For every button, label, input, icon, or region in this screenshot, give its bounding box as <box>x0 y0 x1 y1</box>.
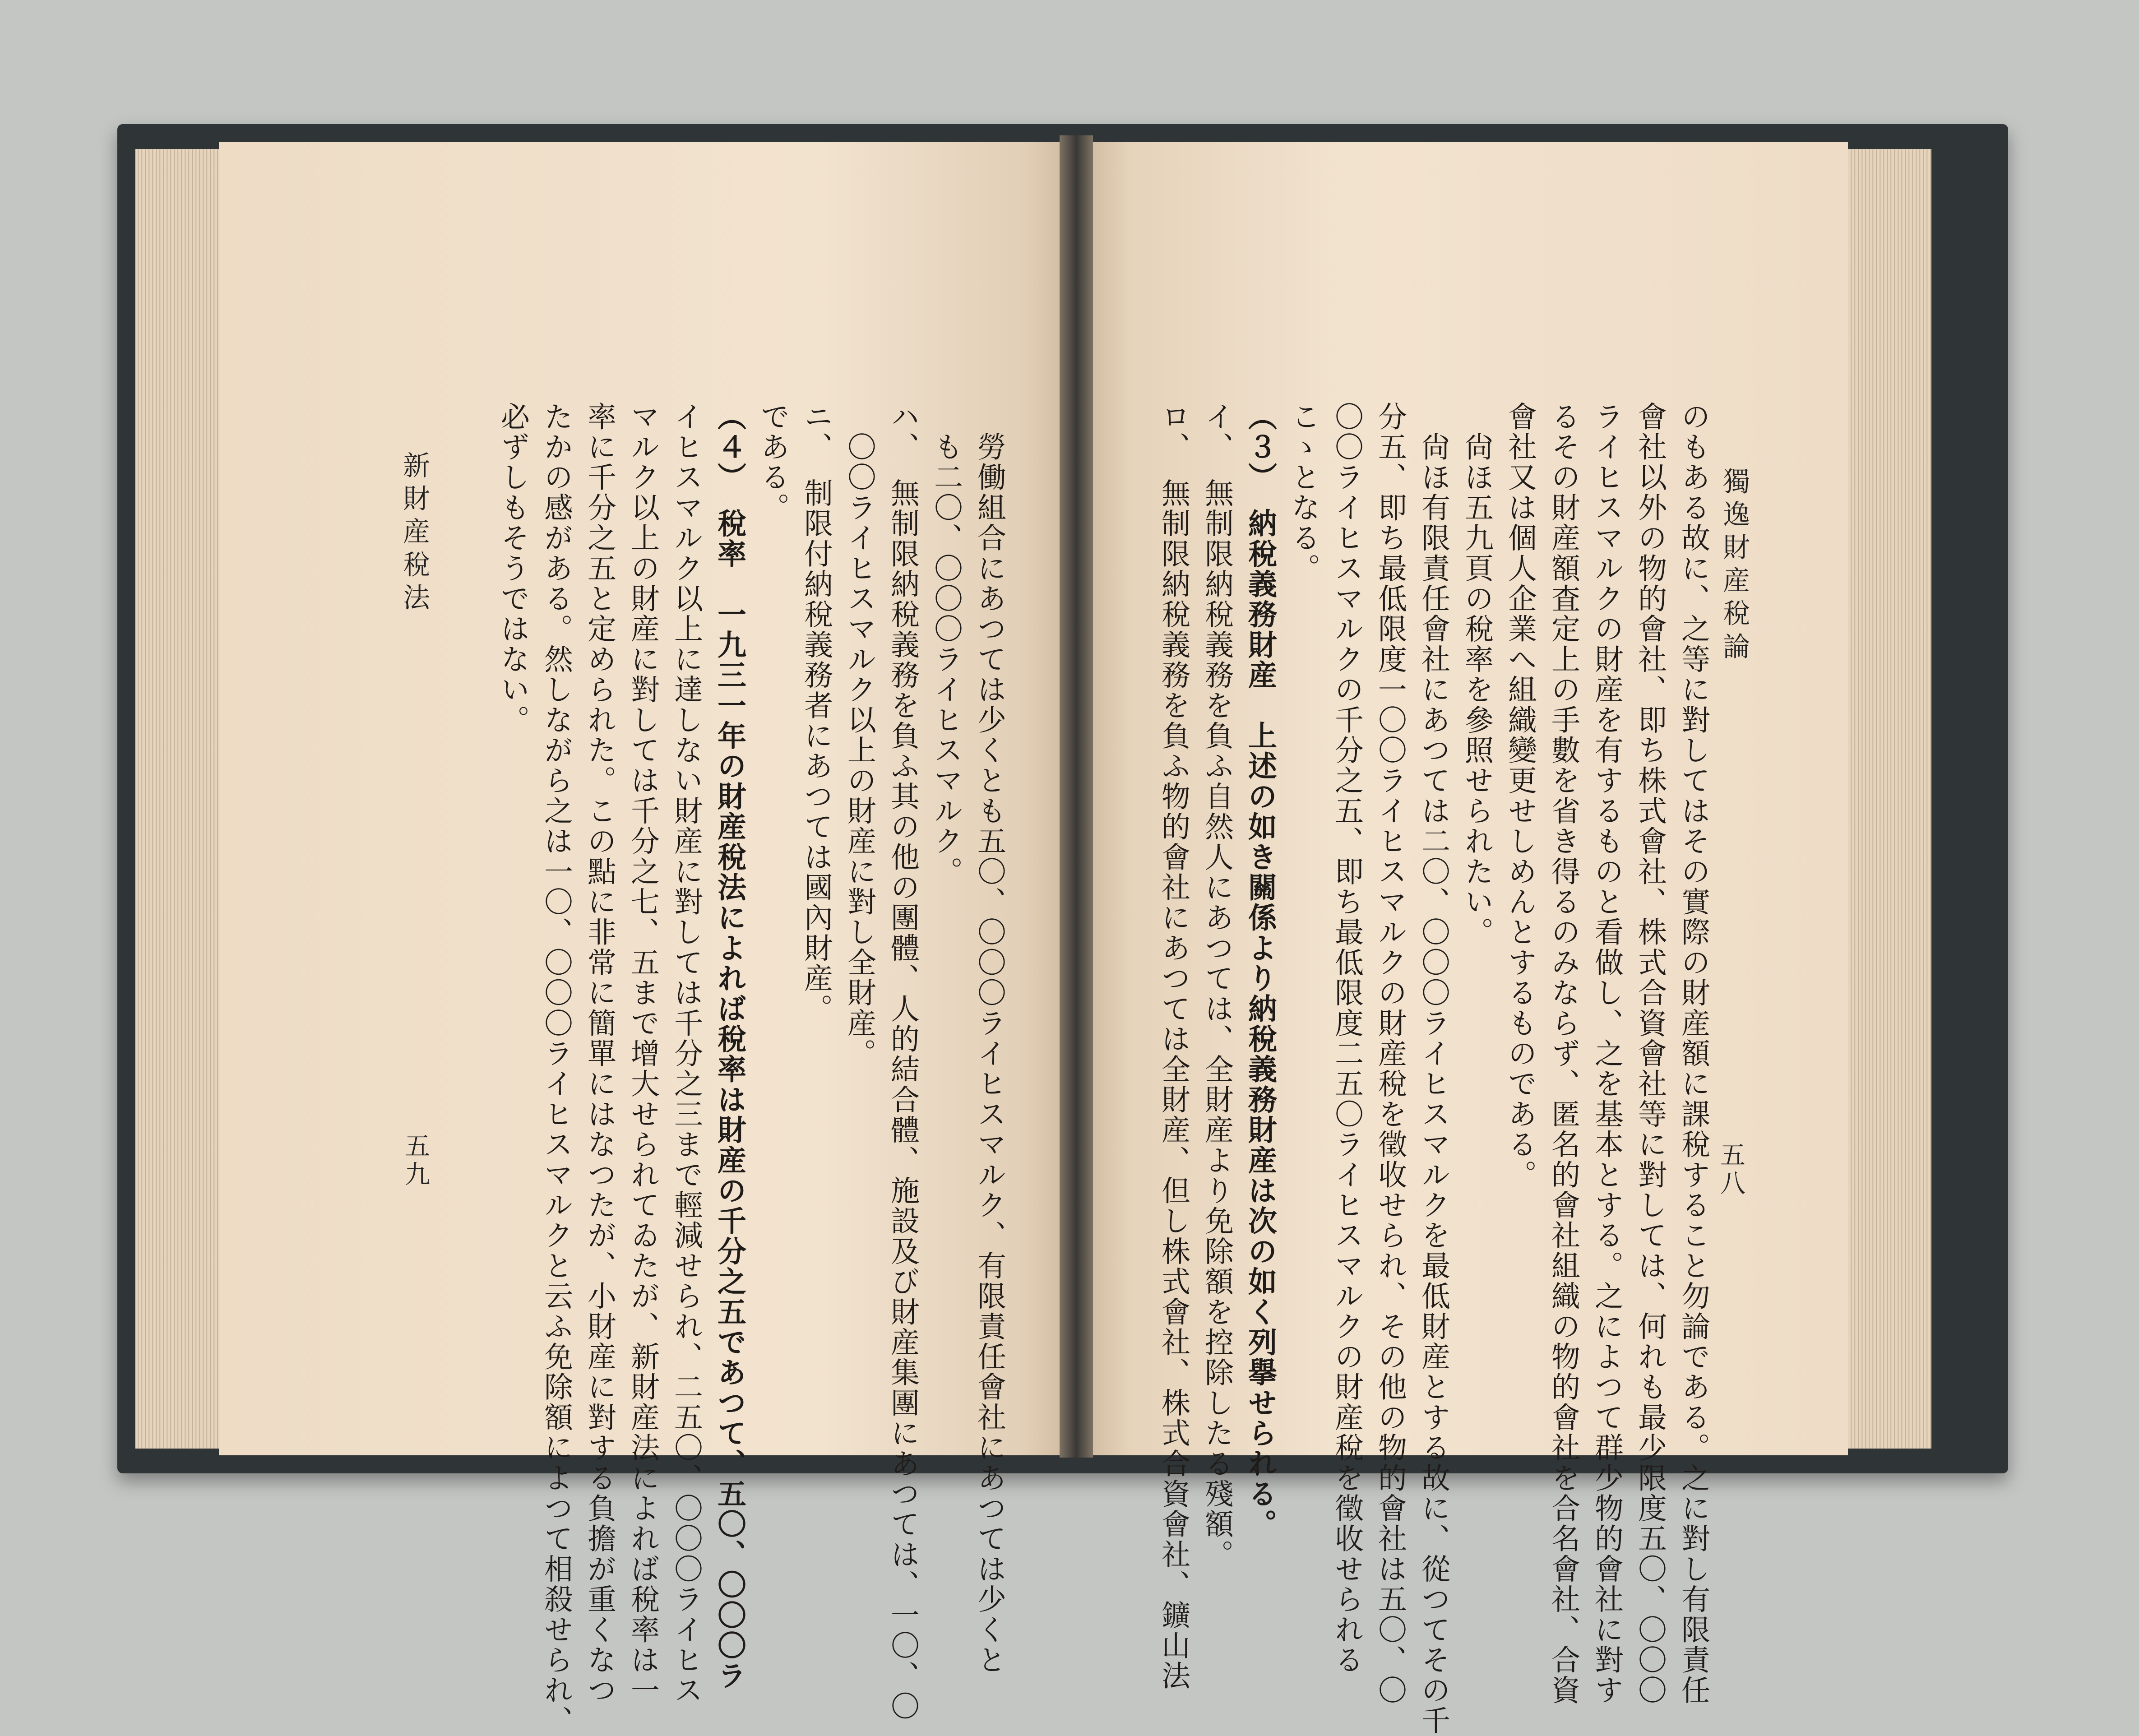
left-text-column: たかの感がある。然しながら之は一〇、〇〇〇ライヒスマルクと云ふ免除額によつて相殺せられ、 <box>539 402 573 1736</box>
left-text-column: 勞働組合にあつては少くとも五〇、〇〇〇ライヒスマルク、有限責任會社にあつては少くと <box>972 402 1006 1676</box>
book-gutter <box>1060 135 1093 1458</box>
left-running-title: 新財産稅法 <box>398 451 430 616</box>
left-text-column: ハ、 無制限納稅義務を負ふ其の他の團體、人的結合體、施設及び財産集團にあつては、一〇、〇 <box>886 402 919 1722</box>
right-text-column: 尙ほ有限責任會社にあつては二〇、〇〇〇ライヒスマルクを最低財産とする故に、從つてその千 <box>1417 402 1450 1736</box>
left-page-edges <box>135 149 226 1449</box>
right-text-column: るその財産額査定上の手數を省き得るのみならず、匿名的會社組織の物的會社を合名會社、合資 <box>1546 402 1580 1706</box>
right-text-column: ロ、 無制限納稅義務を負ふ物的會社にあつては全財産、但し株式會社、株式合資會社、鑛山法 <box>1157 402 1190 1691</box>
left-text-column: イヒスマルク以上に達しない財産に對しては千分之三まで輕減せられ、二五〇、〇〇〇ライヒス <box>669 402 703 1706</box>
right-text-column: のもある故に、之等に對してはその實際の財産額に課稅すること勿論である。之に對し有限責任 <box>1676 402 1710 1706</box>
right-running-title: 獨逸財産稅論 <box>1718 467 1750 666</box>
right-section-heading: （３） 納稅義務財産 上述の如き關係より納稅義務財産は次の如く列擧せられる。 <box>1243 402 1277 1540</box>
left-text-column: 必ずしもそうではない。 <box>496 402 529 736</box>
right-page-number: 五八 <box>1716 1142 1745 1199</box>
left-text-column: も二〇、〇〇〇ライヒスマルク。 <box>929 402 963 887</box>
right-page-edges <box>1841 149 1931 1449</box>
left-text-column: である。 <box>756 402 789 523</box>
left-text-column: 率に千分之五と定められた。この點に非常に簡單にはなつたが、小財産に對する負擔が重くなつ <box>583 402 616 1706</box>
right-text-column: 會社又は個人企業へ組織變更せしめんとするものである。 <box>1503 402 1537 1190</box>
right-text-column: ライヒスマルクの財産を有するものと看做し、之を基本とする。之によつて群少物的會社に對す <box>1590 402 1623 1706</box>
right-text-column: 會社以外の物的會社、即ち株式會社、株式合資會社等に對しては、何れも最少限度五〇、〇〇〇 <box>1633 402 1667 1706</box>
left-text-column: ニ、 制限付納稅義務者にあつては國內財産。 <box>799 402 833 1024</box>
right-text-column: 尙ほ五九頁の稅率を參照せられたい。 <box>1460 402 1493 948</box>
left-page-number: 五九 <box>401 1133 430 1190</box>
right-text-column: イ、 無制限納稅義務を負ふ自然人にあつては、全財産より免除額を控除したる殘額。 <box>1200 402 1233 1570</box>
right-text-column: 〇〇ライヒスマルクの千分之五、即ち最低限度二五〇ライヒスマルクの財産稅を徵收せられる <box>1330 402 1363 1676</box>
left-section-heading: （４） 稅率 一九三一年の財産稅法によれば稅率は財産の千分之五であつて、五〇、〇〇〇ラ <box>713 402 746 1691</box>
right-text-column: こゝとなる。 <box>1287 402 1320 584</box>
left-text-column: マルク以上の財産に對しては千分之七、五まで增大せられてゐたが、新財産法によれば稅率は一 <box>626 402 659 1706</box>
left-text-column: 〇〇ライヒスマルク以上の財産に對し全財産。 <box>843 402 876 1069</box>
right-text-column: 分五、即ち最低限度一〇〇ライヒスマルクの財産稅を徵收せられ、その他の物的會社は五〇、〇 <box>1373 402 1407 1706</box>
